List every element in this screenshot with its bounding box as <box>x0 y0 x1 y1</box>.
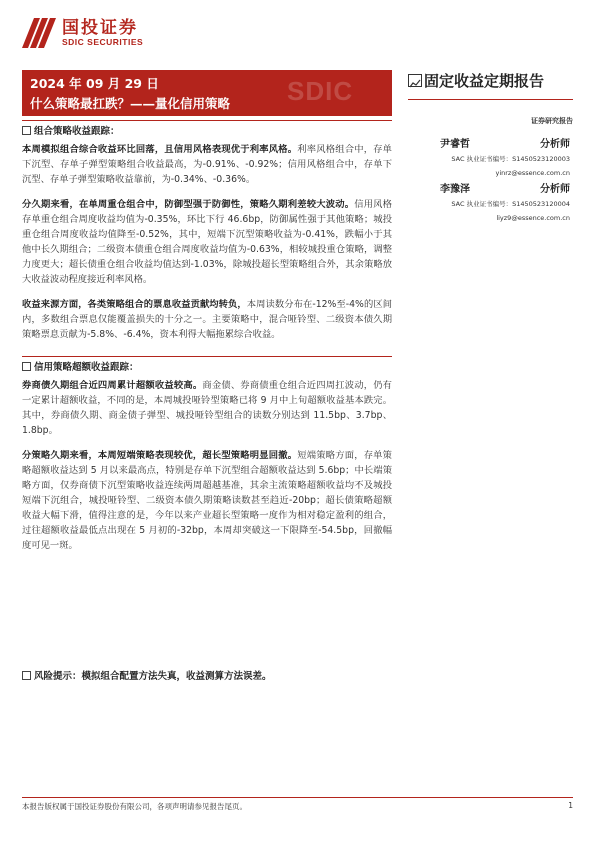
analyst-name: 李豫泽 <box>440 184 470 195</box>
analyst-name: 尹睿哲 <box>440 139 470 150</box>
checkbox-icon <box>22 126 31 135</box>
checkbox-icon <box>22 671 31 680</box>
page-number: 1 <box>568 801 573 810</box>
report-date: 2024 年 09 月 29 日 <box>30 76 159 91</box>
checkbox-icon <box>22 362 31 371</box>
company-logo <box>22 18 143 48</box>
chart-icon <box>408 74 422 87</box>
title-banner <box>22 70 392 116</box>
header-divider <box>408 99 573 100</box>
section-heading: 组合策略收益跟踪： <box>22 120 392 137</box>
summary-body <box>22 120 392 553</box>
analyst-email[interactable]: yinrz@essence.com.cn <box>495 169 570 177</box>
analyst-license: SAC 执业证书编号：S1450523120003 <box>451 155 570 163</box>
report-title: 什么策略最扛跌？——量化信用策略 <box>30 96 231 111</box>
report-type-label: 固定收益定期报告 <box>424 72 545 90</box>
copyright-notice: 本报告版权属于国投证券股份有限公司，各项声明请参见报告尾页。 <box>22 802 247 811</box>
summary-paragraph: 收益来源方面，各类策略组合的票息收益贡献均转负，本周读数分布在-12%至-4%的区间内，多数组合票息仅能覆盖损失的十分之一。主要策略中，混合哑铃型、二级资本债久期策略票息贡献为-5.8%、-6.4%，资本利得大幅拖累综合收益。 <box>22 299 392 340</box>
banner-watermark: SDIC <box>287 76 354 106</box>
risk-warning: 风险提示：模拟组合配置方法失真，收益测算方法误差。 <box>22 668 392 682</box>
logo-chinese-name: 国投证券 <box>62 18 138 38</box>
section-heading: 信用策略超额收益跟踪： <box>22 356 392 373</box>
analyst-email[interactable]: liyz9@essence.com.cn <box>496 214 570 222</box>
summary-paragraph: 本周模拟组合综合收益环比回落，且信用风格表现优于利率风格。利率风格组合中，存单下沉型、存单子弹型策略组合收益最高，为-0.91%、-0.92%；信用风格组合中，存单下沉型、存单子弹型策略收益靠前，为-0.34%、-0.36%。 <box>22 144 392 185</box>
summary-paragraph: 分策略久期来看，本周短端策略表现较优，超长型策略明显回撤。短端策略方面，存单策略超额收益达到 5 月以来最高点，特别是存单下沉型组合超额收益达到 5.6bp；中长端策略方面，仅券商债下沉型策略收益连续两周超越基准，其余主流策略超额收益均不及城投短端下沉组合，城投哑铃型、二级资本债久期策略读数甚至趋近-20bp；超长债策略超额收益大幅下滑，值得注意的是，今年以来产业超长型策略一度作为相对稳定盈利的组合，过往超额收益最低点出现在 5 月初的-32bp，本周却突破这一下限降至-54.5bp，回撤幅度可见一斑。 <box>22 450 392 551</box>
summary-paragraph: 券商债久期组合近四周累计超额收益较高。商金债、券商债重仓组合近四周扛波动，仍有一定累计超额收益，不同的是，本周城投哑铃型策略已将 9 月中上旬超额收益基本跌完。其中，券商债久期、商金债子弹型、城投哑铃型组合的读数分别达到 11.5bp、3.7bp、1.8bp。 <box>22 380 392 436</box>
analyst-card <box>440 180 570 222</box>
analyst-role: 分析师 <box>540 139 570 150</box>
analyst-role: 分析师 <box>540 184 570 195</box>
analyst-license: SAC 执业证书编号：S1450523120004 <box>451 200 570 208</box>
summary-paragraph: 分久期来看，在单周重仓组合中，防御型强于防御性，策略久期利差较大波动。信用风格存单重仓组合周度收益均值为-0.35%，环比下行 46.6bp，防御属性强于其他策略；城投重仓组合周度收益均值降至-0.52%，其中，短端下沉型策略收益为-0.41%，跌幅小于其他中长久期组合；二级资本债重仓组合周度收益均值为-0.63%，相较城投重仓策略，调整力度更大；超长债重仓组合收益均值达到-1.03%，除城投超长型策略组合外，其余策略放大收益波动程度接近利率风格。 <box>22 199 392 285</box>
analyst-card <box>440 135 570 177</box>
sdic-logo-icon <box>22 18 56 48</box>
research-label: 证券研究报告 <box>531 117 573 125</box>
report-type-header <box>408 70 573 126</box>
page-footer <box>22 797 573 812</box>
logo-english-name: SDIC SECURITIES <box>62 37 144 47</box>
